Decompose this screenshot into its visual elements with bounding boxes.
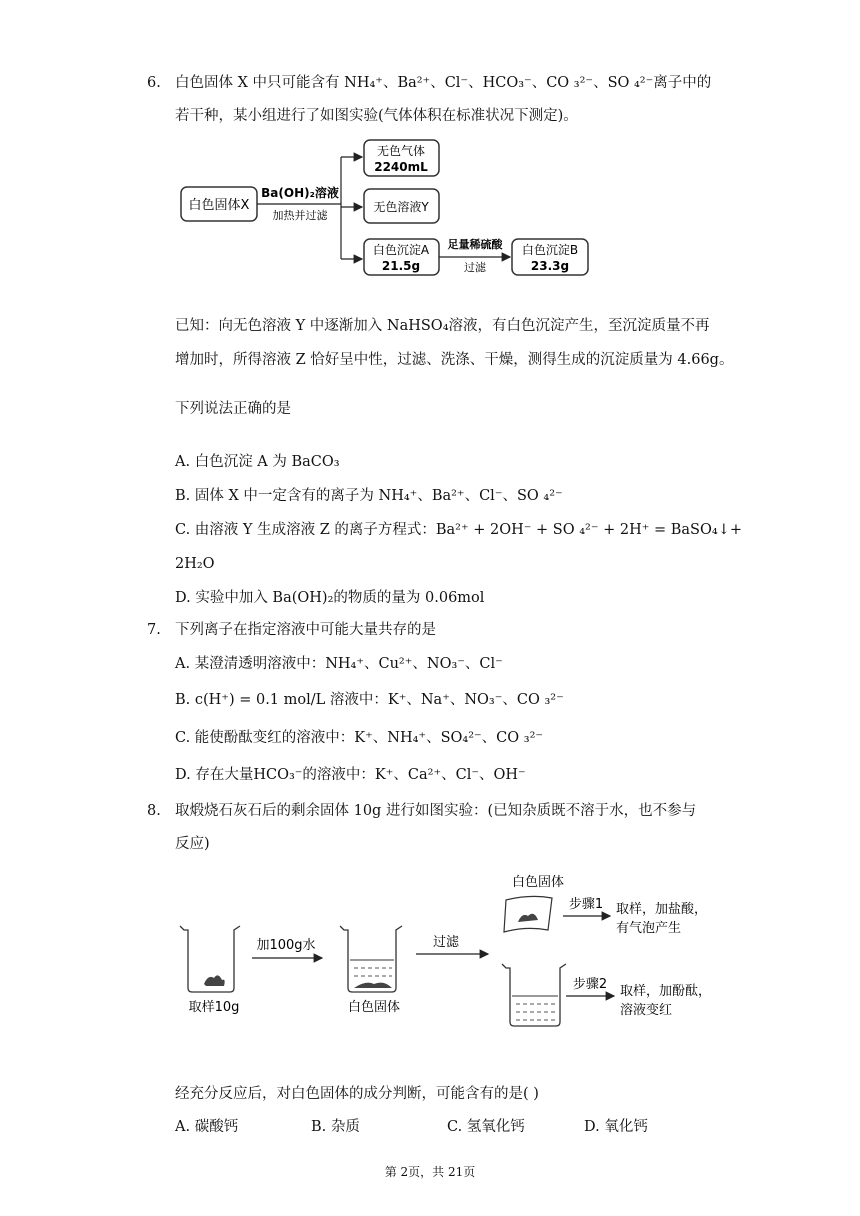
question-7-option-b: B. c(H⁺) = 0.1 mol/L 溶液中：K⁺、Na⁺、NO₃⁻、CO ₃²⁻ (175, 692, 564, 708)
question-6-option-c-line1: C. 由溶液 Y 生成溶液 Z 的离子方程式：Ba²⁺ + 2OH⁻ + SO ₄²⁻ + 2H⁺ = BaSO₄↓+ (175, 522, 742, 538)
question-8-ask: 经充分反应后，对白色固体的成分判断，可能含有的是( ) (175, 1086, 539, 1102)
question-7-stem: 下列离子在指定溶液中可能大量共存的是 (175, 622, 436, 638)
white-solid-top-label: 白色固体 (511, 875, 565, 890)
question-6-known-line1: 已知：向无色溶液 Y 中逐渐加入 NaHSO₄溶液，有白色沉淀产生，至沉淀质量不再 (175, 318, 710, 334)
question-6-stem-line1: 白色固体 X 中只可能含有 NH₄⁺、Ba²⁺、Cl⁻、HCO₃⁻、CO ₃²⁻、SO ₄²⁻离子中的 (175, 75, 712, 91)
gas-label: 无色气体 (376, 144, 426, 158)
question-8-stem-line2: 反应) (175, 836, 210, 852)
precip-b-mass: 23.3g (530, 259, 570, 273)
reagent-sulfuric-acid-label: 足量稀硫酸 (447, 238, 503, 251)
question-7-option-d: D. 存在大量HCO₃⁻的溶液中：K⁺、Ca²⁺、Cl⁻、OH⁻ (175, 767, 526, 783)
question-6-flow-diagram (178, 137, 598, 279)
box-colorless-solution-y (364, 189, 439, 223)
filter-label: 过滤 (432, 935, 460, 950)
question-6-stem-line2: 若干种，某小组进行了如图实验(气体体积在标准状况下测定)。 (175, 108, 578, 124)
step1-result-line2: 有气泡产生 (616, 921, 682, 936)
question-8-option-c: C. 氢氧化钙 (447, 1119, 525, 1135)
step2-result-line2: 溶液变红 (620, 1003, 673, 1018)
sediment-icon (354, 983, 392, 988)
question-6-option-c-line2: 2H₂O (175, 556, 215, 572)
box-white-solid-x-label: 白色固体X (188, 198, 250, 213)
solid-lump-icon (204, 975, 225, 986)
question-6-option-b: B. 固体 X 中一定含有的离子为 NH₄⁺、Ba²⁺、Cl⁻、SO ₄²⁻ (175, 488, 563, 504)
step1-label: 步骤1 (568, 897, 604, 912)
box-colorless-gas (364, 140, 439, 176)
question-7-number: 7. (147, 622, 161, 638)
precip-a-label: 白色沉淀A (372, 243, 430, 257)
beaker-filtrate (502, 964, 566, 1026)
step2-label: 步骤2 (572, 977, 608, 992)
gas-volume: 2240mL (374, 160, 428, 174)
question-6-number: 6. (147, 75, 161, 91)
question-6-option-d: D. 实验中加入 Ba(OH)₂的物质的量为 0.06mol (175, 590, 485, 606)
beaker-dissolved (340, 926, 402, 992)
question-7-option-c: C. 能使酚酞变红的溶液中：K⁺、NH₄⁺、SO₄²⁻、CO ₃²⁻ (175, 730, 544, 746)
question-8-stem-line1: 取煅烧石灰石后的剩余固体 10g 进行如图实验：(已知杂质既不溶于水，也不参与 (175, 803, 697, 819)
question-6-known-line2: 增加时，所得溶液 Z 恰好呈中性，过滤、洗涤、干燥，测得生成的沉淀质量为 4.66g。 (175, 352, 734, 368)
solution-y-label: 无色溶液Y (373, 200, 429, 214)
box-white-precipitate-a (364, 239, 439, 275)
step2-result-line1: 取样，加酚酞， (620, 984, 712, 999)
question-7-option-a: A. 某澄清透明溶液中：NH₄⁺、Cu²⁺、NO₃⁻、Cl⁻ (175, 656, 503, 672)
reagent-baoh2-label: Ba(OH)₂溶液 (261, 186, 339, 200)
reagent-filter-label: 过滤 (464, 261, 486, 274)
question-6-ask: 下列说法正确的是 (175, 401, 291, 417)
beaker-sample (180, 926, 240, 992)
question-8-option-d: D. 氧化钙 (584, 1119, 648, 1135)
question-8-number: 8. (147, 803, 161, 819)
sample-label: 取样10g (188, 1000, 240, 1015)
reagent-heat-filter-label: 加热并过滤 (272, 209, 328, 222)
filter-paper-icon (504, 896, 552, 932)
question-8-options (175, 1117, 735, 1137)
step1-result-line1: 取样，加盐酸， (616, 902, 708, 917)
white-solid-mid-label: 白色固体 (347, 1000, 401, 1015)
precip-b-label: 白色沉淀B (521, 243, 579, 257)
box-white-solid-x (181, 187, 257, 221)
question-8-experiment-diagram (170, 868, 770, 1038)
question-6-option-a: A. 白色沉淀 A 为 BaCO₃ (175, 454, 340, 470)
add-water-label: 加100g水 (256, 938, 316, 953)
page-footer: 第 2页，共 21页 (384, 1165, 476, 1179)
question-8-option-a: A. 碳酸钙 (175, 1119, 239, 1135)
box-white-precipitate-b (512, 239, 588, 275)
question-8-option-b: B. 杂质 (311, 1119, 360, 1135)
precip-a-mass: 21.5g (381, 259, 421, 273)
